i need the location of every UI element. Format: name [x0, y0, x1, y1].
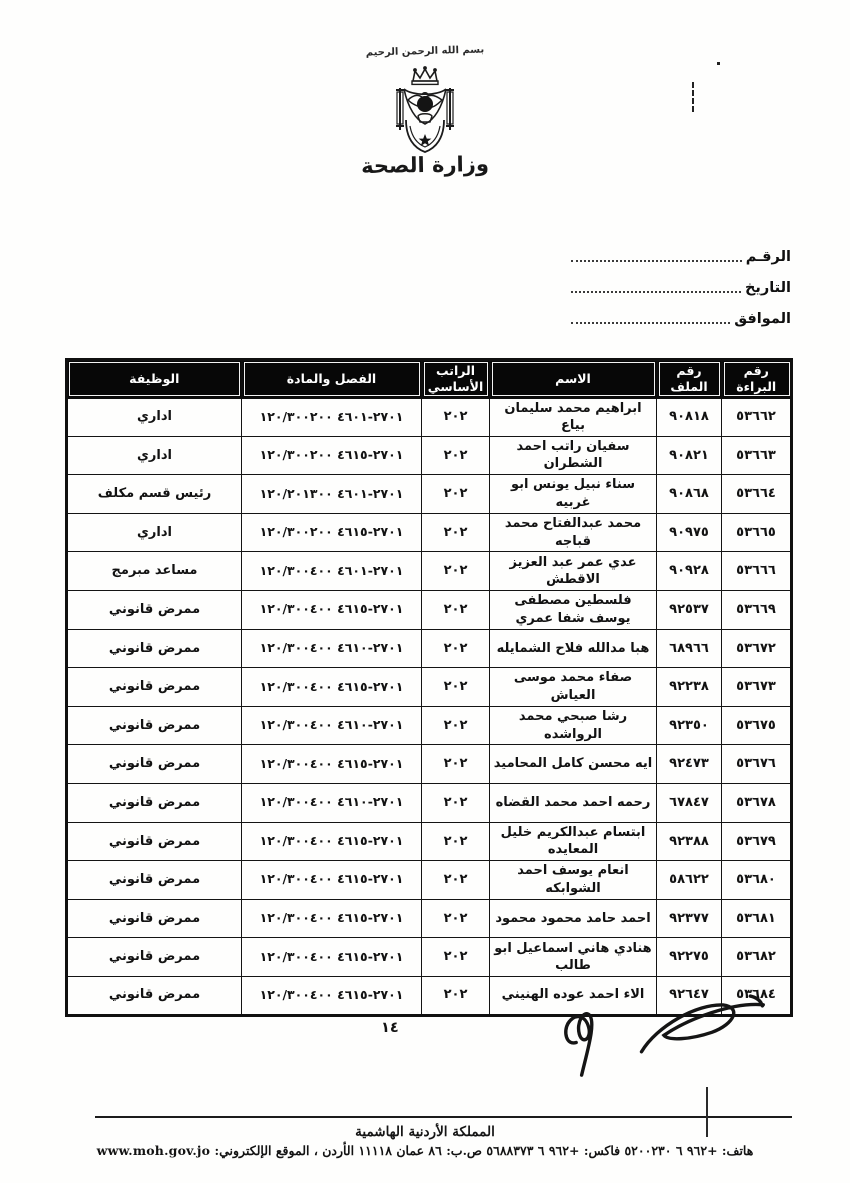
- cell-statement_no: ٥٣٦٧٦: [722, 745, 792, 784]
- cell-chapter: ٢٧٠١-٤٦٠١ ١٢٠/٣٠٠٤٠٠: [242, 552, 422, 591]
- cell-statement_no: ٥٣٦٦٣: [722, 436, 792, 475]
- cell-chapter: ٢٧٠١-٤٦١٥ ١٢٠/٣٠٠٤٠٠: [242, 822, 422, 861]
- cell-job: ممرض قانوني: [67, 629, 242, 668]
- reference-fields: [565, 236, 791, 329]
- scan-artifact-line: [692, 82, 694, 112]
- cell-file_no: ٩٢٣٧٧: [657, 899, 722, 938]
- cell-file_no: ٩٢٣٨٨: [657, 822, 722, 861]
- cell-job: اداري: [67, 436, 242, 475]
- ministry-title: وزارة الصحة: [360, 151, 490, 179]
- cell-name: انعام يوسف احمد الشوابكه: [490, 861, 657, 900]
- cell-name: محمد عبدالفتاح محمد قباجه: [490, 513, 657, 552]
- cell-name: الاء احمد عوده الهنيني: [490, 976, 657, 1015]
- cell-job: ممرض قانوني: [67, 706, 242, 745]
- cell-statement_no: ٥٣٦٦٢: [722, 398, 792, 437]
- table-row: [67, 590, 792, 629]
- cell-salary: ٢٠٢: [422, 668, 490, 707]
- cell-file_no: ٩٢٤٧٣: [657, 745, 722, 784]
- table-row: [67, 513, 792, 552]
- cell-file_no: ٦٨٩٦٦: [657, 629, 722, 668]
- kingdom-title: المملكة الأردنية الهاشمية: [355, 1124, 495, 1140]
- cell-statement_no: ٥٣٦٨٢: [722, 938, 792, 977]
- scan-artifact-dot: [717, 62, 720, 65]
- column-header-statement_no: رقم البراءة: [722, 360, 792, 398]
- cell-statement_no: ٥٣٦٦٦: [722, 552, 792, 591]
- cell-file_no: ٩٠٨٦٨: [657, 475, 722, 514]
- cell-name: هنادي هاني اسماعيل ابو طالب: [490, 938, 657, 977]
- cell-salary: ٢٠٢: [422, 552, 490, 591]
- cell-salary: ٢٠٢: [422, 938, 490, 977]
- footer-contact-info: هاتف: +٩٦٢ ٦ ٥٢٠٠٢٣٠ فاكس: +٩٦٢ ٦ ٥٦٨٨٣٧٣ ص.ب: ٨٦ عمان ١١١١٨ الأردن ، الموقع الإلكتروني: www.moh.gov.jo: [96, 1143, 754, 1158]
- cell-chapter: ٢٧٠١-٤٦١٥ ١٢٠/٣٠٠٢٠٠: [242, 513, 422, 552]
- cell-chapter: ٢٧٠١-٤٦٠١ ١٢٠/٣٠٠٢٠٠: [242, 398, 422, 437]
- table-row: [67, 629, 792, 668]
- table-row: [67, 475, 792, 514]
- cell-name: احمد حامد محمود محمود: [490, 899, 657, 938]
- cell-chapter: ٢٧٠١-٤٦١٥ ١٢٠/٣٠٠٤٠٠: [242, 976, 422, 1015]
- ref-label-date: التاريخ: [744, 280, 791, 296]
- cell-chapter: ٢٧٠١-٤٦١٥ ١٢٠/٣٠٠٤٠٠: [242, 590, 422, 629]
- cell-chapter: ٢٧٠١-٤٦١٥ ١٢٠/٣٠٠٤٠٠: [242, 668, 422, 707]
- cell-salary: ٢٠٢: [422, 629, 490, 668]
- table-header-row: [67, 360, 792, 398]
- cell-chapter: ٢٧٠١-٤٦٠١ ١٢٠/٢٠١٣٠٠: [242, 475, 422, 514]
- cell-name: عدي عمر عبد العزيز الاقطش: [490, 552, 657, 591]
- bismillah-text: بسم الله الرحمن الرحيم: [365, 44, 485, 59]
- footer-divider: [95, 1116, 792, 1118]
- staff-table: [65, 358, 793, 1017]
- cell-job: مساعد مبرمج: [67, 552, 242, 591]
- cell-salary: ٢٠٢: [422, 822, 490, 861]
- ref-row-date: [565, 267, 791, 298]
- cell-statement_no: ٥٣٦٧٢: [722, 629, 792, 668]
- cell-file_no: ٩٠٩٢٨: [657, 552, 722, 591]
- dotted-line: [571, 322, 730, 324]
- cell-name: هبا مدالله فلاح الشمايله: [490, 629, 657, 668]
- cell-name: ايه محسن كامل المحاميد: [490, 745, 657, 784]
- cell-chapter: ٢٧٠١-٤٦١٥ ١٢٠/٣٠٠٤٠٠: [242, 938, 422, 977]
- cell-statement_no: ٥٣٦٨٠: [722, 861, 792, 900]
- cell-statement_no: ٥٣٦٧٨: [722, 783, 792, 822]
- cell-chapter: ٢٧٠١-٤٦١٥ ١٢٠/٣٠٠٤٠٠: [242, 745, 422, 784]
- cell-salary: ٢٠٢: [422, 436, 490, 475]
- cell-chapter: ٢٧٠١-٤٦١٥ ١٢٠/٣٠٠٢٠٠: [242, 436, 422, 475]
- dotted-line: [571, 291, 741, 293]
- cell-salary: ٢٠٢: [422, 475, 490, 514]
- cell-file_no: ٩٠٨١٨: [657, 398, 722, 437]
- cell-file_no: ٩٢٥٣٧: [657, 590, 722, 629]
- column-header-name: الاسم: [490, 360, 657, 398]
- cell-job: ممرض قانوني: [67, 783, 242, 822]
- cell-job: اداري: [67, 513, 242, 552]
- table-row: [67, 861, 792, 900]
- column-header-chapter: الفصل والمادة: [242, 360, 422, 398]
- cell-salary: ٢٠٢: [422, 899, 490, 938]
- table-row: [67, 668, 792, 707]
- cell-file_no: ٩٢٣٥٠: [657, 706, 722, 745]
- cell-name: فلسطين مصطفى يوسف شفا عمري: [490, 590, 657, 629]
- cell-job: ممرض قانوني: [67, 976, 242, 1015]
- table-row: [67, 706, 792, 745]
- cell-file_no: ٩٢٢٧٥: [657, 938, 722, 977]
- cell-salary: ٢٠٢: [422, 398, 490, 437]
- cell-job: ممرض قانوني: [67, 938, 242, 977]
- cell-salary: ٢٠٢: [422, 976, 490, 1015]
- page-number: ١٤: [381, 1020, 399, 1036]
- jordan-coat-of-arms-icon: [382, 64, 468, 164]
- cell-name: صفاء محمد موسى العياش: [490, 668, 657, 707]
- table-row: [67, 436, 792, 475]
- cell-name: ابتسام عبدالكريم خليل المعايده: [490, 822, 657, 861]
- ref-row-corresponding: [565, 298, 791, 329]
- cell-name: رحمه احمد محمد القضاه: [490, 783, 657, 822]
- cell-job: ممرض قانوني: [67, 822, 242, 861]
- cell-file_no: ٦٧٨٤٧: [657, 783, 722, 822]
- cell-name: ابراهيم محمد سليمان بياع: [490, 398, 657, 437]
- cell-statement_no: ٥٣٦٨٤: [722, 976, 792, 1015]
- ref-row-number: [565, 236, 791, 267]
- cell-name: رشا صبحي محمد الرواشده: [490, 706, 657, 745]
- dotted-line: [571, 260, 742, 262]
- cell-job: اداري: [67, 398, 242, 437]
- table-row: [67, 552, 792, 591]
- cell-salary: ٢٠٢: [422, 513, 490, 552]
- cell-job: ممرض قانوني: [67, 745, 242, 784]
- ref-label-number: الرقـم: [745, 249, 791, 265]
- cell-statement_no: ٥٣٦٧٣: [722, 668, 792, 707]
- table-row: [67, 938, 792, 977]
- cell-salary: ٢٠٢: [422, 745, 490, 784]
- table-row: [67, 899, 792, 938]
- cell-statement_no: ٥٣٦٦٤: [722, 475, 792, 514]
- cell-file_no: ٩٠٩٧٥: [657, 513, 722, 552]
- cell-chapter: ٢٧٠١-٤٦١٠ ١٢٠/٣٠٠٤٠٠: [242, 629, 422, 668]
- column-header-file_no: رقم الملف: [657, 360, 722, 398]
- cell-file_no: ٩٢٢٣٨: [657, 668, 722, 707]
- cell-salary: ٢٠٢: [422, 861, 490, 900]
- cell-salary: ٢٠٢: [422, 590, 490, 629]
- table-row: [67, 745, 792, 784]
- cell-salary: ٢٠٢: [422, 783, 490, 822]
- ref-label-corresponding: الموافق: [734, 311, 791, 327]
- table-row: [67, 822, 792, 861]
- cell-chapter: ٢٧٠١-٤٦١٥ ١٢٠/٣٠٠٤٠٠: [242, 861, 422, 900]
- cell-salary: ٢٠٢: [422, 706, 490, 745]
- table-row: [67, 398, 792, 437]
- cell-chapter: ٢٧٠١-٤٦١٠ ١٢٠/٣٠٠٤٠٠: [242, 706, 422, 745]
- cell-chapter: ٢٧٠١-٤٦١٠ ١٢٠/٣٠٠٤٠٠: [242, 783, 422, 822]
- cell-job: ممرض قانوني: [67, 861, 242, 900]
- cell-statement_no: ٥٣٦٧٩: [722, 822, 792, 861]
- cell-statement_no: ٥٣٦٦٥: [722, 513, 792, 552]
- cell-job: ممرض قانوني: [67, 668, 242, 707]
- column-header-job: الوظيفة: [67, 360, 242, 398]
- cell-job: رئيس قسم مكلف: [67, 475, 242, 514]
- cell-name: سناء نبيل يونس ابو غربيه: [490, 475, 657, 514]
- cell-chapter: ٢٧٠١-٤٦١٥ ١٢٠/٣٠٠٤٠٠: [242, 899, 422, 938]
- cell-statement_no: ٥٣٦٨١: [722, 899, 792, 938]
- table-row: [67, 783, 792, 822]
- cell-file_no: ٥٨٦٢٢: [657, 861, 722, 900]
- cell-statement_no: ٥٣٦٧٥: [722, 706, 792, 745]
- cell-name: سفيان راتب احمد الشطران: [490, 436, 657, 475]
- cell-job: ممرض قانوني: [67, 590, 242, 629]
- cell-file_no: ٩٢٦٤٧: [657, 976, 722, 1015]
- column-header-salary: الراتب الأساسي: [422, 360, 490, 398]
- cell-job: ممرض قانوني: [67, 899, 242, 938]
- cell-statement_no: ٥٣٦٦٩: [722, 590, 792, 629]
- cell-file_no: ٩٠٨٢١: [657, 436, 722, 475]
